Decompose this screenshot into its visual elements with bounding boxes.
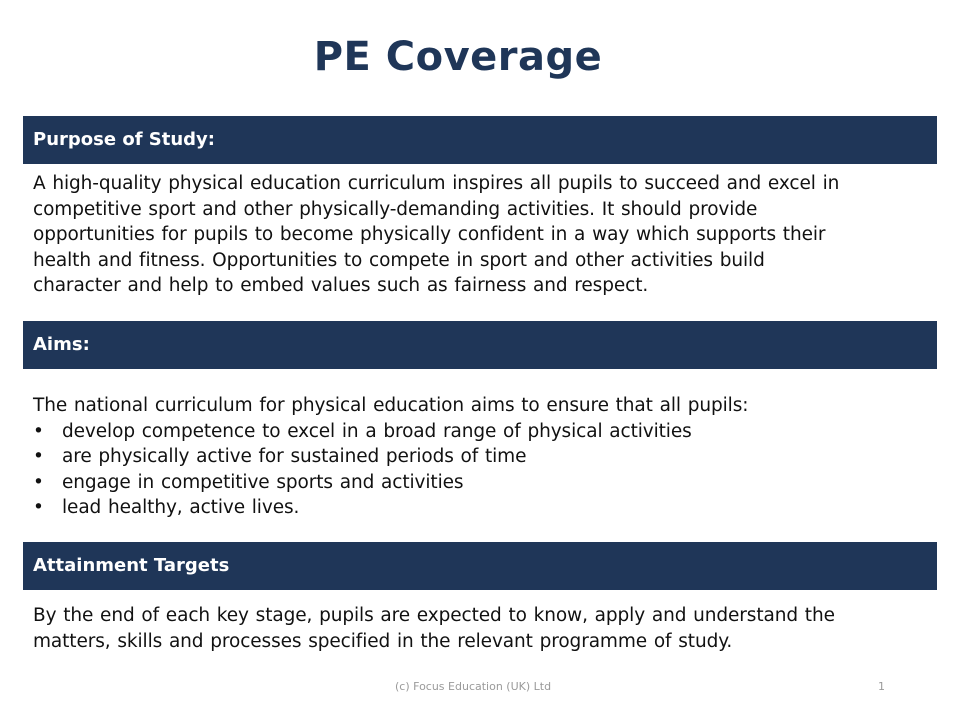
section-header-attainment-targets: Attainment Targets xyxy=(23,542,937,590)
text-line: health and fitness. Opportunities to compete in sport and other activities build xyxy=(33,249,765,271)
bullet-icon: • xyxy=(33,471,44,493)
purpose-of-study-text xyxy=(33,171,933,299)
list-item xyxy=(33,470,933,496)
section-header-purpose-of-study: Purpose of Study: xyxy=(23,116,937,164)
aims-bullet-list xyxy=(33,419,933,521)
list-item xyxy=(33,495,933,521)
section-header-aims: Aims: xyxy=(23,321,937,369)
page-number: 1 xyxy=(878,680,885,693)
list-item-text: develop competence to excel in a broad range of physical activities xyxy=(62,420,692,442)
list-item-text: engage in competitive sports and activities xyxy=(62,471,464,493)
list-item-text: lead healthy, active lives. xyxy=(62,497,300,518)
aims-text xyxy=(33,393,933,521)
text-line: A high-quality physical education curriculum inspires all pupils to succeed and excel in xyxy=(33,173,840,194)
bullet-icon: • xyxy=(33,446,44,467)
text-line: By the end of each key stage, pupils are expected to know, apply and understand the xyxy=(33,605,835,626)
text-line: competitive sport and other physically-demanding activities. It should provide xyxy=(33,198,758,220)
bullet-icon: • xyxy=(33,420,44,442)
text-line: matters, skills and processes specified in the relevant programme of study. xyxy=(33,630,733,652)
bullet-icon: • xyxy=(33,497,44,518)
aims-intro: The national curriculum for physical education aims to ensure that all pupils: xyxy=(33,395,749,416)
list-item-text: are physically active for sustained periods of time xyxy=(62,446,527,467)
attainment-targets-text xyxy=(33,603,933,654)
copyright-credit: (c) Focus Education (UK) Ltd xyxy=(395,680,552,693)
text-line: opportunities for pupils to become physically confident in a way which supports their xyxy=(33,224,826,245)
page-title: PE Coverage xyxy=(313,34,603,80)
text-line: character and help to embed values such as fairness and respect. xyxy=(33,275,649,296)
list-item xyxy=(33,419,933,445)
list-item xyxy=(33,444,933,470)
